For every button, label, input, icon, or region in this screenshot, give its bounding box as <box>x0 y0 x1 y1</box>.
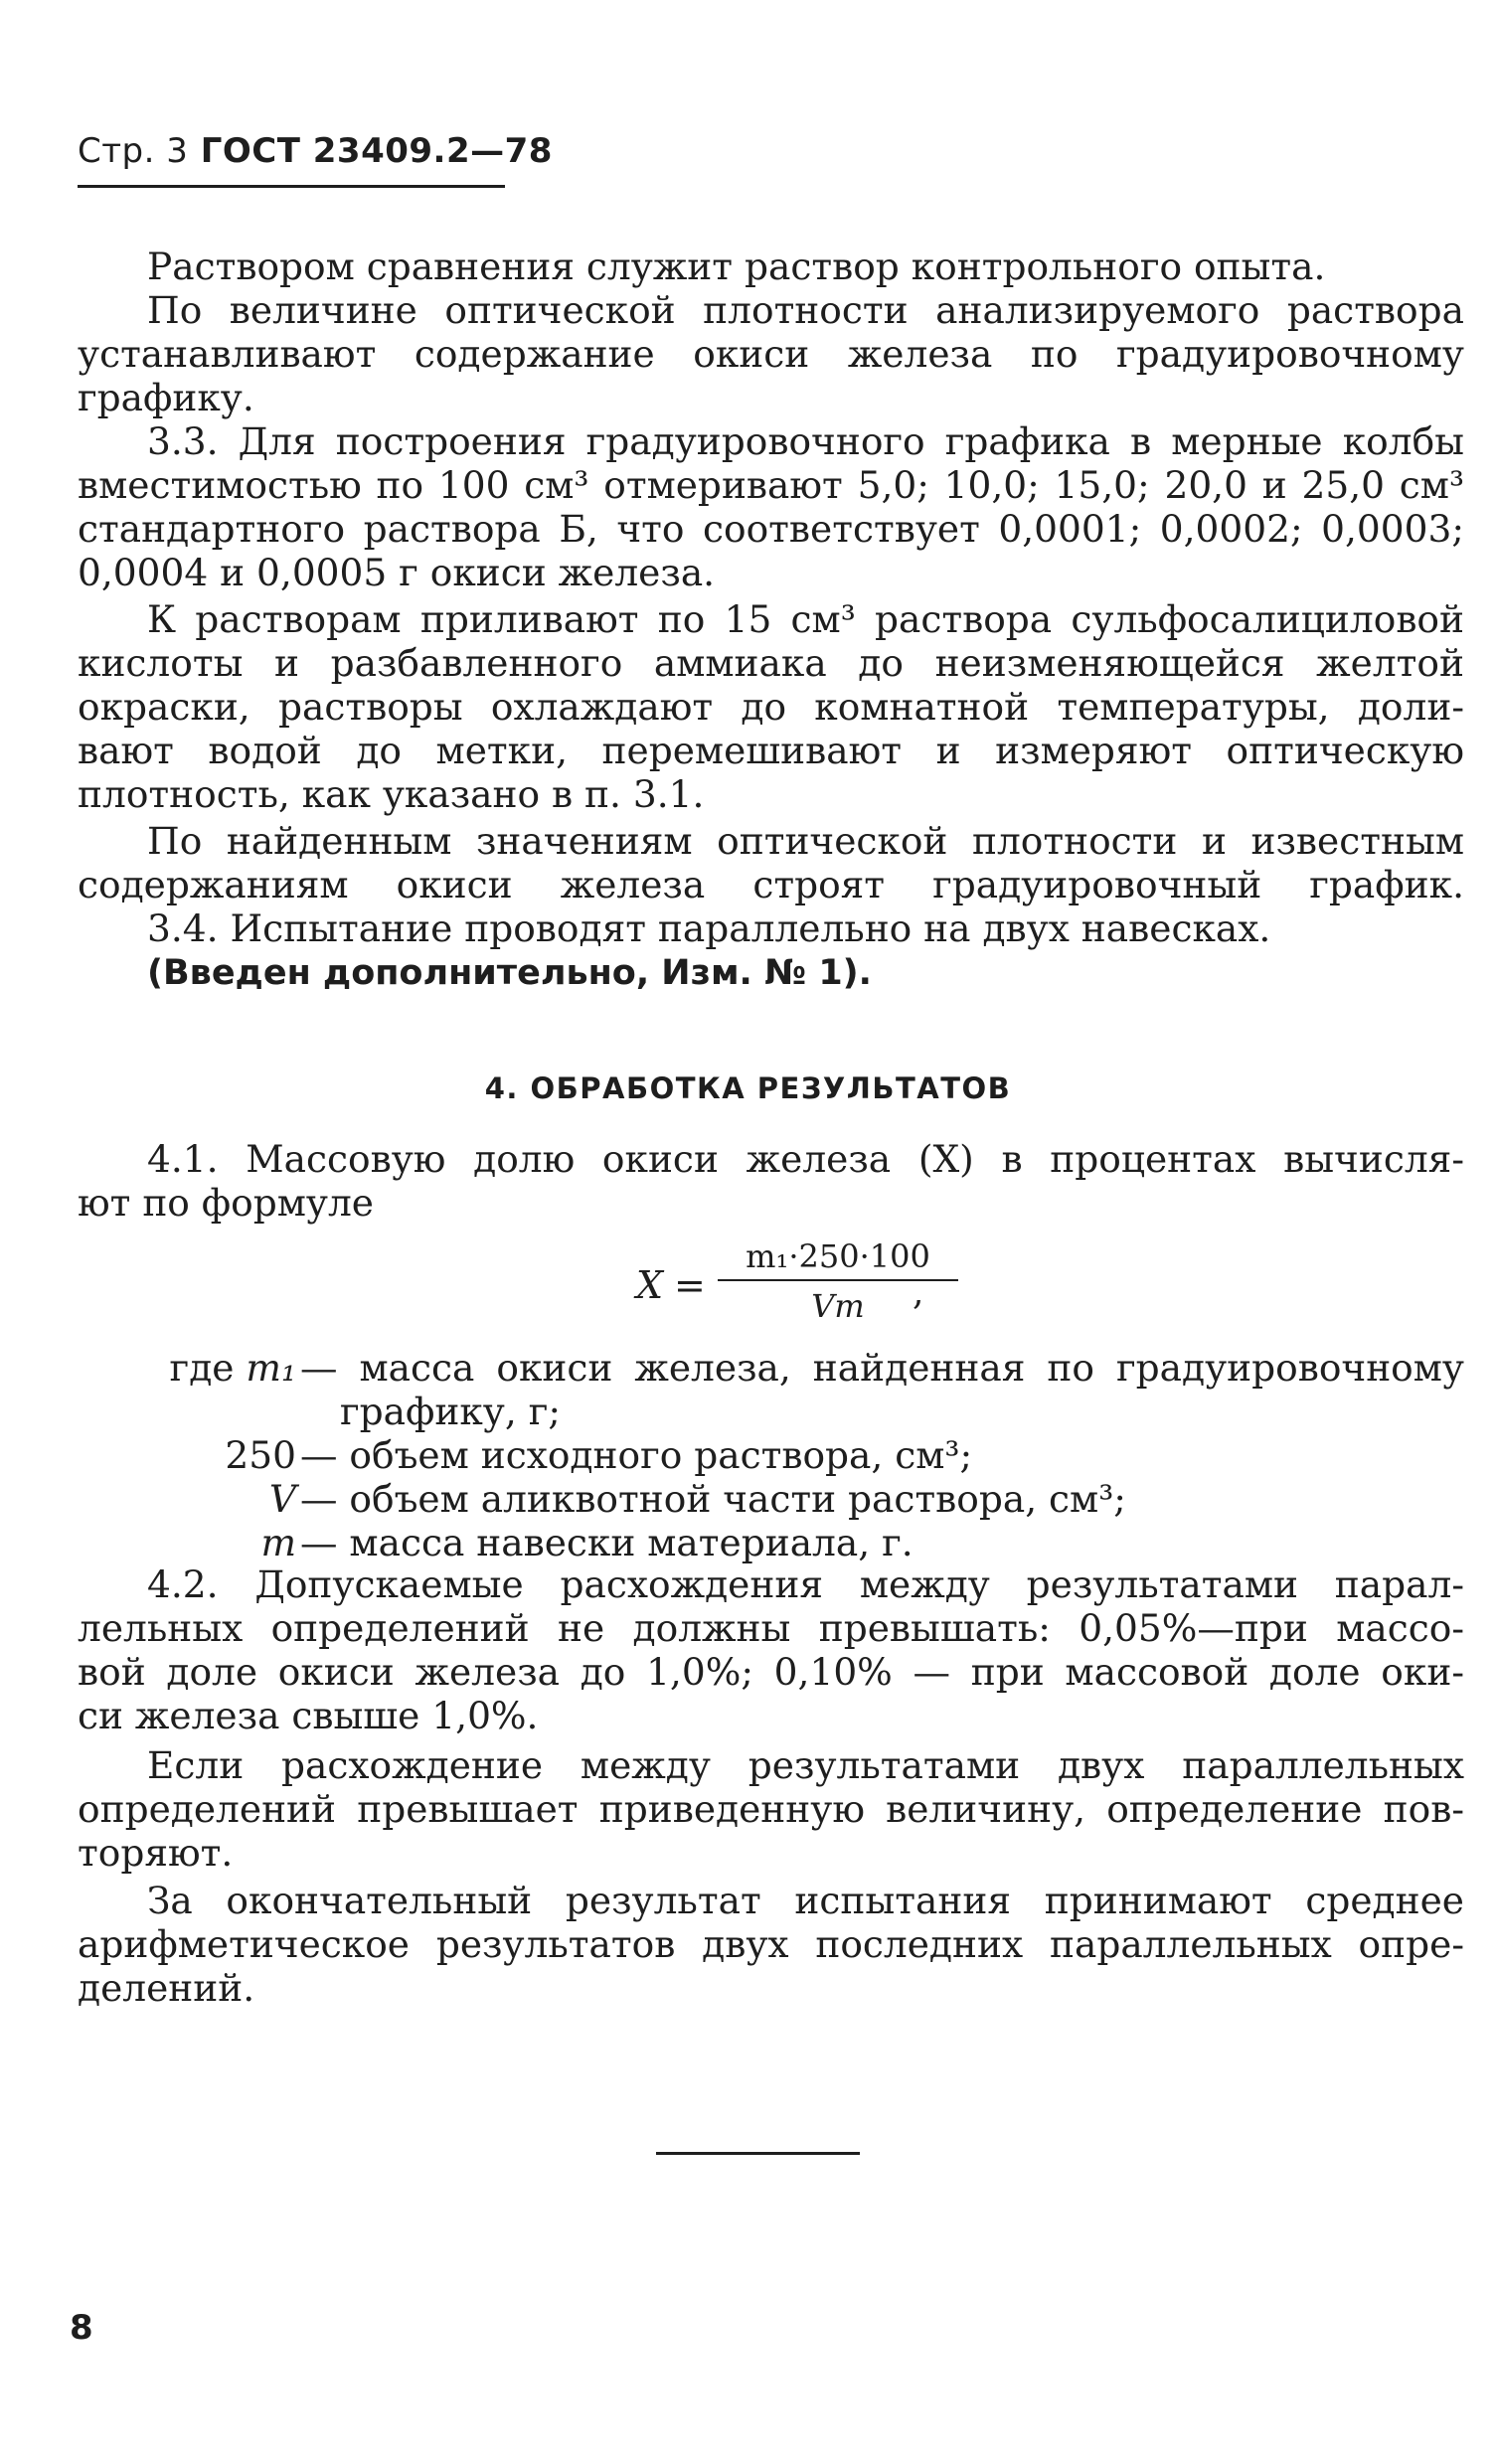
text-line: лельных определений не должны превышать: 0,05%—при массо- <box>78 1606 1464 1650</box>
text-line: 3.4. Испытание проводят параллельно на двух навесках. <box>147 906 1271 950</box>
text-line: делений. <box>78 1966 255 2010</box>
where-intro: где <box>169 1346 235 1390</box>
definition-text: — масса окиси железа, найденная по градуировочному <box>300 1346 1464 1390</box>
definition-term <box>97 1346 296 1390</box>
text-line: си железа свыше 1,0%. <box>78 1694 539 1737</box>
definition-term: V <box>268 1477 296 1521</box>
formula-denominator: Vm <box>811 1287 865 1325</box>
text-line: определений превышает приведенную величину, определение пов- <box>78 1787 1464 1831</box>
text-line: 3.3. Для построения градуировочного графика в мерные колбы <box>147 419 1464 463</box>
definition-text: — масса навески материала, г. <box>300 1521 914 1564</box>
text-line: вают водой до метки, перемешивают и измеряют оптическую <box>78 729 1464 772</box>
text-line: Если расхождение между результатами двух параллельных <box>147 1743 1464 1787</box>
text-line: К растворам приливают по 15 см³ раствора сульфосалициловой <box>147 597 1464 641</box>
text-line: торяют. <box>78 1831 234 1875</box>
text-line: 0,0004 и 0,0005 г окиси железа. <box>78 551 716 594</box>
text-line: ют по формуле <box>78 1181 374 1225</box>
definition-text: — объем аликвотной части раствора, см³; <box>300 1477 1126 1521</box>
text-line: За окончательный результат испытания принимают среднее <box>147 1879 1464 1922</box>
header-page-prefix: Стр. 3 <box>78 131 189 171</box>
term-symbol: m₁ <box>246 1346 296 1390</box>
header-rule <box>78 185 505 188</box>
text-line: плотность, как указано в п. 3.1. <box>78 772 705 816</box>
definition-term: m <box>260 1521 296 1564</box>
text-line: содержаниям окиси железа строят градуировочный график. <box>78 863 1464 906</box>
text-line: вместимостью по 100 см³ отмеривают 5,0; 10,0; 15,0; 20,0 и 25,0 см³ <box>78 463 1464 507</box>
page-number: 8 <box>70 2308 93 2348</box>
text-line: 4.1. Массовую долю окиси железа (X) в процентах вычисля- <box>147 1137 1464 1181</box>
end-rule <box>656 2152 860 2155</box>
formula-numerator: m₁·250·100 <box>746 1237 930 1275</box>
text-line: вой доле окиси железа до 1,0%; 0,10% — при массовой доле оки- <box>78 1650 1464 1694</box>
text-line: 4.2. Допускаемые расхождения между результатами парал- <box>147 1562 1464 1606</box>
text-line: кислоты и разбавленного аммиака до неизменяющейся желтой <box>78 641 1464 685</box>
text-line: устанавливают содержание окиси железа по градуировочному <box>78 332 1464 376</box>
header-standard: ГОСТ 23409.2—78 <box>200 131 553 171</box>
text-line: Раствором сравнения служит раствор контрольного опыта. <box>147 245 1326 288</box>
page-header <box>78 131 553 171</box>
section-title: 4. ОБРАБОТКА РЕЗУЛЬТАТОВ <box>484 1071 1012 1105</box>
formula-equals: = <box>674 1263 706 1307</box>
text-line: окраски, растворы охлаждают до комнатной температуры, доли- <box>78 685 1464 729</box>
formula-lhs: X <box>636 1263 664 1307</box>
definition-text: — объем исходного раствора, см³; <box>300 1433 973 1477</box>
text-line: графику. <box>78 376 254 419</box>
definition-term: 250 <box>225 1433 296 1477</box>
text-line: По величине оптической плотности анализируемого раствора <box>147 288 1464 332</box>
formula-comma: , <box>913 1272 924 1313</box>
amendment-note: (Введен дополнительно, Изм. № 1). <box>147 953 872 993</box>
definition-text: графику, г; <box>340 1390 561 1433</box>
text-line: арифметическое результатов двух последних параллельных опре- <box>78 1922 1464 1966</box>
text-line: стандартного раствора Б, что соответствует 0,0001; 0,0002; 0,0003; <box>78 507 1464 551</box>
text-line: По найденным значениям оптической плотности и известным <box>147 819 1464 863</box>
